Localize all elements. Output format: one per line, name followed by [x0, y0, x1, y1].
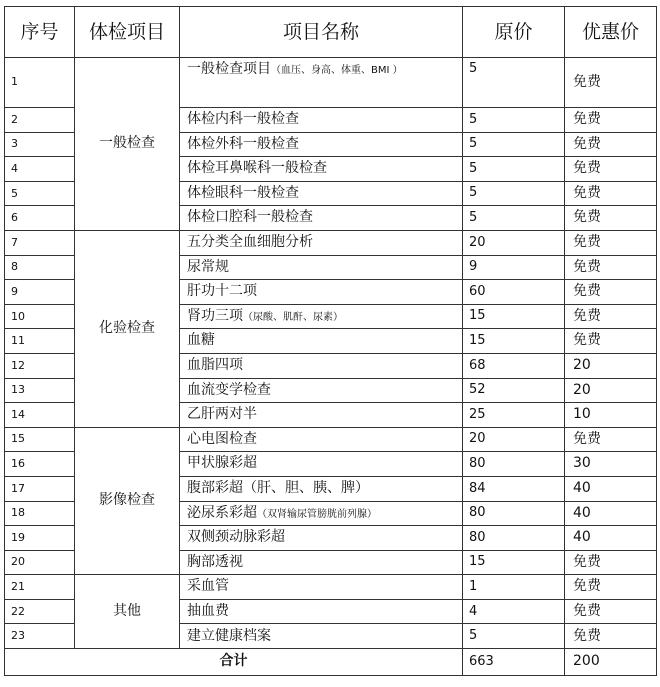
original-price: 5: [463, 181, 565, 206]
row-no: 18: [5, 501, 75, 526]
row-no: 23: [5, 624, 75, 649]
discount-price: 免费: [565, 550, 657, 575]
original-price: 5: [463, 132, 565, 157]
item-name-note: （血压、身高、体重、BMI ）: [271, 65, 403, 76]
row-no: 5: [5, 181, 75, 206]
item-name: 体检眼科一般检查: [180, 181, 463, 206]
total-label: 合计: [5, 649, 463, 676]
row-no: 12: [5, 353, 75, 378]
discount-price: 免费: [565, 230, 657, 255]
original-price: 15: [463, 550, 565, 575]
original-price: 60: [463, 280, 565, 305]
item-name: 采血管: [180, 575, 463, 600]
header-discount: 优惠价: [565, 7, 657, 58]
item-name-text: 一般检查项目: [187, 61, 271, 77]
original-price: 15: [463, 304, 565, 329]
item-name: 体检内科一般检查: [180, 108, 463, 133]
discount-price: 30: [565, 452, 657, 477]
item-name: 心电图检查: [180, 427, 463, 452]
row-no: 16: [5, 452, 75, 477]
original-price: 25: [463, 403, 565, 428]
row-no: 8: [5, 255, 75, 280]
original-price: 80: [463, 501, 565, 526]
discount-price: 免费: [565, 624, 657, 649]
item-name: 胸部透视: [180, 550, 463, 575]
row-no: 11: [5, 329, 75, 354]
original-price: 52: [463, 378, 565, 403]
discount-price: 免费: [565, 304, 657, 329]
original-price: 5: [463, 206, 565, 231]
original-price: 5: [463, 108, 565, 133]
original-price: 5: [463, 624, 565, 649]
header-no: 序号: [5, 7, 75, 58]
item-name: 腹部彩超（肝、胆、胰、脾）: [180, 476, 463, 501]
original-price: 68: [463, 353, 565, 378]
item-name-text: 泌尿系彩超: [187, 504, 257, 521]
row-no: 13: [5, 378, 75, 403]
header-name: 项目名称: [180, 7, 463, 58]
discount-price: 免费: [565, 329, 657, 354]
discount-price: 40: [565, 501, 657, 526]
item-name: 五分类全血细胞分析: [180, 230, 463, 255]
total-row: [5, 649, 657, 676]
row-no: 7: [5, 230, 75, 255]
item-name: 体检耳鼻喉科一般检查: [180, 157, 463, 182]
original-price: 1: [463, 575, 565, 600]
item-name: [180, 58, 463, 108]
discount-price: 10: [565, 403, 657, 428]
discount-price: 40: [565, 526, 657, 551]
discount-price: 40: [565, 476, 657, 501]
item-name: 乙肝两对半: [180, 403, 463, 428]
original-price: 15: [463, 329, 565, 354]
discount-price: 免费: [565, 58, 657, 108]
table-row: [5, 58, 657, 108]
header-price: 原价: [463, 7, 565, 58]
row-no: 3: [5, 132, 75, 157]
discount-price: 免费: [565, 280, 657, 305]
discount-price: 免费: [565, 181, 657, 206]
item-name: [180, 304, 463, 329]
table-row: [5, 427, 657, 452]
discount-price: 免费: [565, 157, 657, 182]
item-name: 体检口腔科一般检查: [180, 206, 463, 231]
discount-price: 免费: [565, 108, 657, 133]
row-no: 9: [5, 280, 75, 305]
table-row: [5, 575, 657, 600]
row-no: 1: [5, 58, 75, 108]
original-price: 20: [463, 427, 565, 452]
original-price: 4: [463, 599, 565, 624]
total-discount-price: 200: [565, 649, 657, 676]
original-price: 20: [463, 230, 565, 255]
table-row: [5, 230, 657, 255]
category-general: 一般检查: [75, 58, 180, 231]
discount-price: 20: [565, 378, 657, 403]
row-no: 15: [5, 427, 75, 452]
original-price: 5: [463, 157, 565, 182]
item-name: 抽血费: [180, 599, 463, 624]
item-name: 甲状腺彩超: [180, 452, 463, 477]
row-no: 19: [5, 526, 75, 551]
total-original-price: 663: [463, 649, 565, 676]
row-no: 4: [5, 157, 75, 182]
row-no: 20: [5, 550, 75, 575]
row-no: 17: [5, 476, 75, 501]
discount-price: 免费: [565, 206, 657, 231]
item-name: 血糖: [180, 329, 463, 354]
item-name: 体检外科一般检查: [180, 132, 463, 157]
discount-price: 免费: [565, 255, 657, 280]
discount-price: 免费: [565, 132, 657, 157]
pricing-table: [4, 6, 657, 676]
item-name: 双侧颈动脉彩超: [180, 526, 463, 551]
header-row: [5, 7, 657, 58]
row-no: 22: [5, 599, 75, 624]
item-name-note: （尿酸、肌酐、尿素）: [243, 311, 343, 323]
header-category: 体检项目: [75, 7, 180, 58]
item-name: [180, 501, 463, 526]
row-no: 6: [5, 206, 75, 231]
item-name: 血流变学检查: [180, 378, 463, 403]
original-price: 9: [463, 255, 565, 280]
original-price: 5: [463, 58, 565, 108]
discount-price: 免费: [565, 575, 657, 600]
item-name-text: 肾功三项: [187, 307, 243, 324]
discount-price: 免费: [565, 599, 657, 624]
item-name-note: （双肾输尿管膀胱前列腺）: [257, 508, 377, 520]
original-price: 80: [463, 452, 565, 477]
category-imaging: 影像检查: [75, 427, 180, 575]
row-no: 14: [5, 403, 75, 428]
item-name: 血脂四项: [180, 353, 463, 378]
row-no: 21: [5, 575, 75, 600]
category-other: 其他: [75, 575, 180, 649]
original-price: 84: [463, 476, 565, 501]
item-name: 建立健康档案: [180, 624, 463, 649]
original-price: 80: [463, 526, 565, 551]
discount-price: 20: [565, 353, 657, 378]
category-lab: 化验检查: [75, 230, 180, 427]
row-no: 10: [5, 304, 75, 329]
item-name: 肝功十二项: [180, 280, 463, 305]
discount-price: 免费: [565, 427, 657, 452]
item-name: 尿常规: [180, 255, 463, 280]
row-no: 2: [5, 108, 75, 133]
